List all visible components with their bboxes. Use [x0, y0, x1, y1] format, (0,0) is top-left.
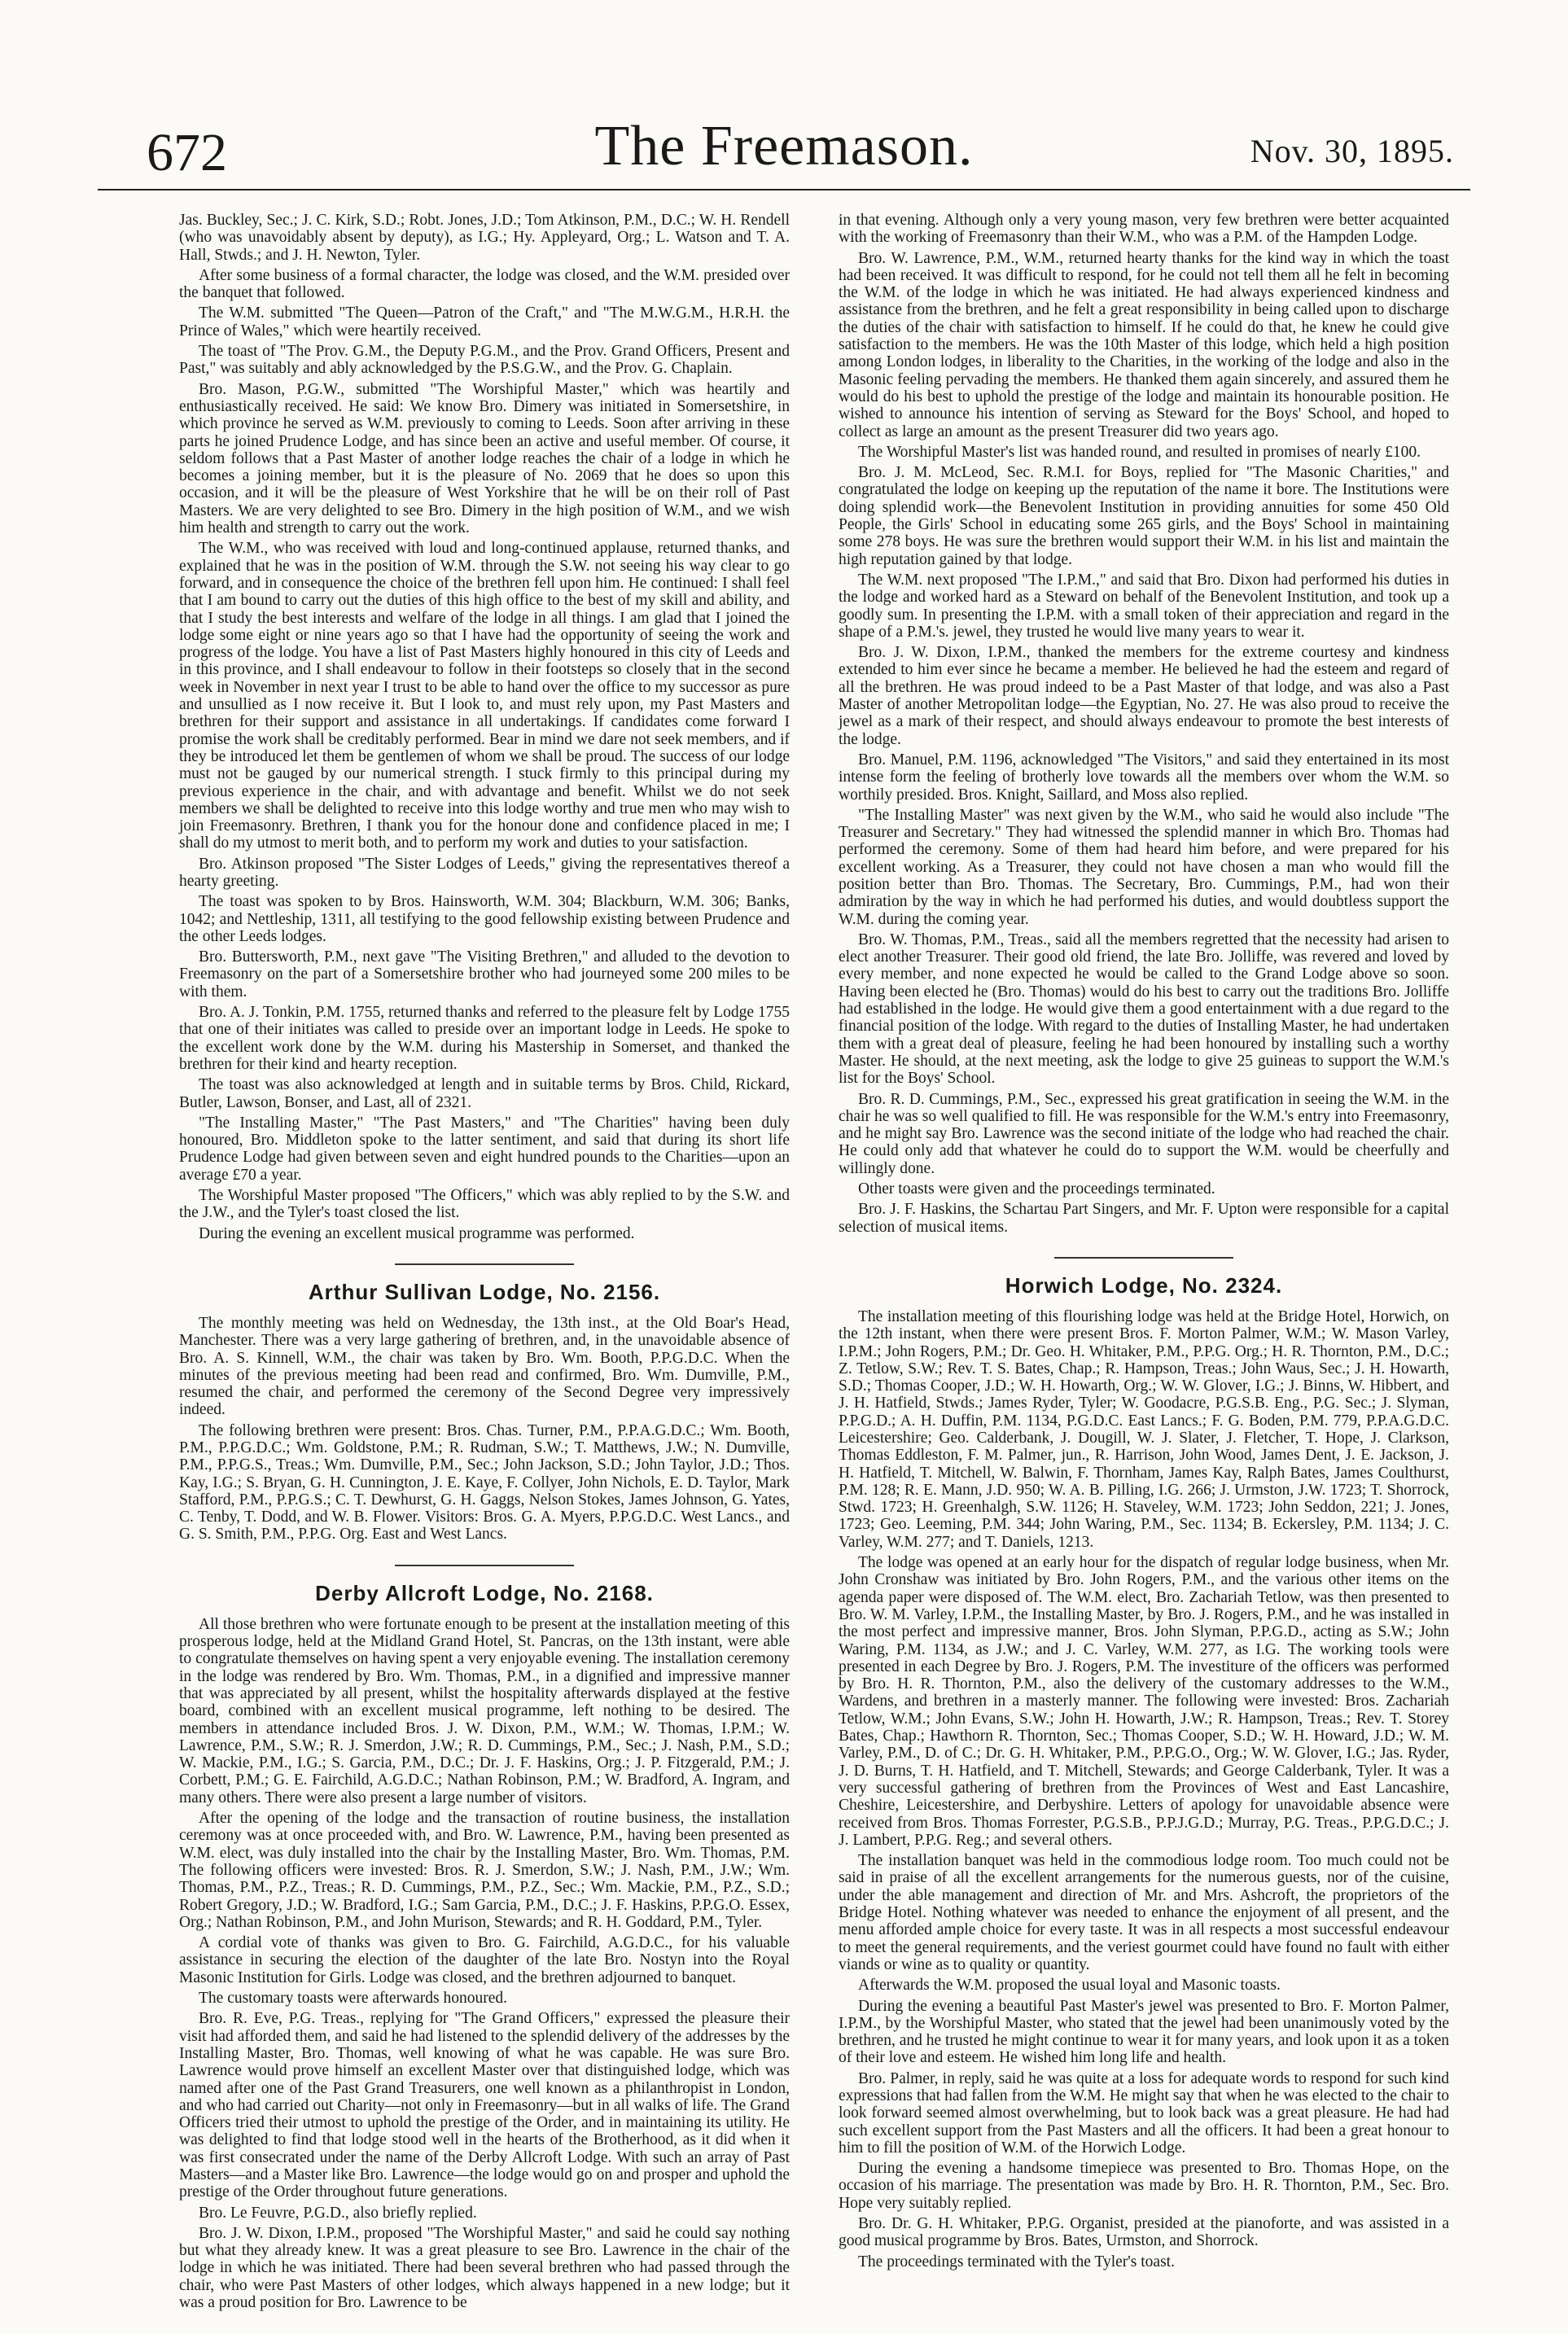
article-paragraph: The toast was spoken to by Bros. Hainsworth, W.M. 304; Blackburn, W.M. 306; Banks, 1042; and Nettleship, 1311, all testifying to the good fellowship existing between Prudence and the other Leeds lodges.: [179, 893, 790, 945]
article-paragraph: Other toasts were given and the proceedings terminated.: [858, 1180, 1215, 1198]
article-paragraph: The proceedings terminated with the Tyler's toast.: [858, 2253, 1175, 2271]
article-paragraph: During the evening a handsome timepiece was presented to Bro. Thomas Hope, on the occasion of his marriage. The presentation was made by Bro. H. R. Thornton, P.M., Sec. Bro. Hope very suitably replied.: [839, 2160, 1449, 2212]
section-rule: [395, 1565, 574, 1566]
article-paragraph: Bro. W. Lawrence, P.M., W.M., returned hearty thanks for the kind way in which the toast had been received. It was difficult to respond, for he could not tell them all he felt in becoming the W.M. of the lodge in which he was initiated. He had always experienced kindness and assistance from the brethren, and he felt a great responsibility in being called upon to discharge the duties of the chair with satisfaction to himself. If he could do that, he knew he could give satisfaction to the members. He was the 10th Master of this lodge, which held a high position among London lodges, in liberality to the Charities, in the working of the lodge and also in the Masonic feeling pervading the members. He thanked them again sincerely, and assured them he would do his best to uphold the prestige of the lodge and maintain its honourable position. He wished to announce his intention of serving as Steward for the Boys' School, and hoped to collect as large an amount as the present Treasurer did two years ago.: [839, 249, 1449, 440]
article-paragraph: The W.M. next proposed "The I.P.M.," and said that Bro. Dixon had performed his duties in the lodge and worked hard as a Steward on behalf of the Benevolent Institution, and took up a goodly sum. In presenting the I.P.M. with a small token of their appreciation and regard in the shape of a P.M.'s. jewel, they trusted he would live many years to wear it.: [839, 571, 1449, 641]
article-paragraph: The toast was also acknowledged at length and in suitable terms by Bros. Child, Rickard, Butler, Lawson, Bonser, and Last, all of 2321.: [179, 1076, 790, 1111]
article-paragraph: The W.M. submitted "The Queen—Patron of the Craft," and "The M.W.G.M., H.R.H. the Prince of Wales," which were heartily received.: [179, 304, 790, 339]
article-paragraph: Bro. A. J. Tonkin, P.M. 1755, returned thanks and referred to the pleasure felt by Lodge 1755 that one of their initiates was called to preside over an important lodge in Leeds. He spoke to the excellent work done by the W.M. during his Mastership in Somerset, and thanked the brethren for their kind and hearty reception.: [179, 1004, 790, 1073]
masthead: [98, 0, 1470, 204]
article-paragraph: Bro. Buttersworth, P.M., next gave "The Visiting Brethren," and alluded to the devotion to Freemasonry on the part of a Somersetshire brother who had journeyed some 200 miles to be with them.: [179, 948, 790, 1001]
page-number: 672: [147, 123, 227, 182]
article-paragraph: Bro. R. D. Cummings, P.M., Sec., expressed his great gratification in seeing the W.M. in the chair he was so well qualified to fill. He was responsible for the W.M.'s entry into Freemasonry, and he might say Bro. Lawrence was the second initiate of the lodge who had reached the chair. He could only add that whatever he could do to support the W.M. would be cheerfully and willingly done.: [839, 1090, 1449, 1177]
article-paragraph: Bro. R. Eve, P.G. Treas., replying for "The Grand Officers," expressed the pleasure their visit had afforded them, and said he had listened to the splendid delivery of the addresses by the Installing Master, Bro. Thomas, well knowing of what he was capable. He was sure Bro. Lawrence would prove himself an excellent Master over that distinguished lodge, which was named after one of the Past Grand Treasurers, one well known as a philanthropist in London, and who had carried out Charity—not only in Freemasonry—but in all walks of life. The Grand Officers tried their utmost to uphold the prestige of the Order, and in maintaining its utility. He was delighted to find that lodge stood well in the hearts of the Brotherhood, as it did when it was first consecrated under the name of the Derby Allcroft Lodge. With such an array of Past Masters—and a Master like Bro. Lawrence—the lodge would go on and prosper and uphold the prestige of the Order throughout future generations.: [179, 2010, 790, 2201]
article-paragraph: Bro. J. W. Dixon, I.P.M., thanked the members for the extreme courtesy and kindness extended to him ever since he became a member. He believed he had the esteem and regard of all the brethren. He was proud indeed to be a Past Master of that lodge, and was also a Past Master of another Metropolitan lodge—the Egyptian, No. 27. He was also proud to receive the jewel as a mark of their respect, and should always endeavour to promote the best interests of the lodge.: [839, 644, 1449, 748]
left-column: [179, 212, 790, 2312]
article-paragraph: The customary toasts were afterwards honoured.: [199, 1990, 508, 2008]
section-rule: [395, 1263, 574, 1265]
right-column: [839, 212, 1449, 2288]
article-paragraph: Jas. Buckley, Sec.; J. C. Kirk, S.D.; Robt. Jones, J.D.; Tom Atkinson, P.M., D.C.; W. H. Rendell (who was unavoidably absent by deputy), as I.G.; Hy. Appleyard, Org.; L. Watson and T. A. Hall, Stwds.; and J. H. Newton, Tyler.: [179, 212, 790, 264]
article-paragraph: Bro. Mason, P.G.W., submitted "The Worshipful Master," which was heartily and enthusiastically received. He said: We know Bro. Dimery was initiated in Somersetshire, in which province he served as W.M. previously to coming to Leeds. Soon after arriving in these parts he joined Prudence Lodge, and has since been an active and useful member. Of course, it seldom follows that a Past Master of another lodge reaches the chair of a lodge in which he becomes a joining member, but it is the pleasure of No. 2069 that he does so upon this occasion, and it will be the pleasure of West Yorkshire that he will be on their roll of Past Masters. We are very delighted to see Bro. Dimery in the high position of W.M., and we wish him health and strength to carry out the work.: [179, 380, 790, 537]
article-paragraph: Bro. J. F. Haskins, the Schartau Part Singers, and Mr. F. Upton were responsible for a capital selection of musical items.: [839, 1201, 1449, 1236]
article-paragraph: All those brethren who were fortunate enough to be present at the installation meeting of this prosperous lodge, held at the Midland Grand Hotel, St. Pancras, on the 13th instant, were able to congratulate themselves on having spent a very enjoyable evening. The installation ceremony in the lodge was rendered by Bro. Wm. Thomas, P.M., in a dignified and impressive manner that was appreciated by all present, whilst the hospitality afterwards displayed at the festive board, combined with an excellent musical programme, left nothing to be desired. The members in attendance included Bros. J. W. Dixon, P.M., W.M.; W. Thomas, I.P.M.; W. Lawrence, P.M., S.W.; R. J. Smerdon, J.W.; R. D. Cummings, P.M., Sec.; J. Nash, P.M., S.D.; W. Mackie, P.M., I.G.; S. Garcia, P.M., D.C.; Dr. J. F. Haskins, Org.; J. P. Fitzgerald, P.M.; J. Corbett, P.M.; G. E. Fairchild, A.G.D.C.; Nathan Robinson, P.M.; W. Bradford, A. Ingram, and many others. There were also present a large number of visitors.: [179, 1615, 790, 1806]
article-paragraph: Bro. Dr. G. H. Whitaker, P.P.G. Organist, presided at the pianoforte, and was assisted in a good musical programme by Bros. Bates, Urmston, and Shorrock.: [839, 2215, 1449, 2250]
section-heading: Derby Allcroft Lodge, No. 2168.: [315, 1580, 654, 1605]
article-paragraph: Afterwards the W.M. proposed the usual loyal and Masonic toasts.: [858, 1977, 1281, 1995]
article-paragraph: Bro. Atkinson proposed "The Sister Lodges of Leeds," giving the representatives thereof a hearty greeting.: [179, 855, 790, 890]
article-paragraph: The W.M., who was received with loud and long-continued applause, returned thanks, and explained that he was in the position of W.M. through the S.W. not seeing his way clear to go forward, and in consequence the choice of the brethren fell upon him. He continued: I shall feel that I am bound to carry out the duties of this high office to the best of my skill and ability, and that I study the best interests and welfare of the lodge in all things. I am glad that I joined the lodge some eight or nine years ago so that I have had the opportunity of seeing the work and progress of the lodge. You have a list of Past Masters highly honoured in this city of Leeds and in this province, and I shall endeavour to follow in their footsteps so closely that in the second week in November in next year I trust to be able to hand over the office to my successor as pure and unsullied as I now receive it. But I look to, and must rely upon, my Past Masters and brethren for their support and assistance in all undertakings. If candidates come forward I promise the work shall be creditably performed. Bear in mind we dare not seek members, and if they be introduced let them be gentlemen of whom we shall be proud. The success of our lodge must not be gauged by our numerical strength. I stuck firmly to this principal during my previous experience in the chair, and with advantage and benefit. Whilst we do not seek members we shall be delighted to receive into this lodge worthy and true men who may wish to join Freemasonry. Brethren, I thank you for the honour done and confidence placed in me; I shall do my utmost to merit both, and to perform my work and duties to your satisfaction.: [179, 540, 790, 852]
article-paragraph: The following brethren were present: Bros. Chas. Turner, P.M., P.P.A.G.D.C.; Wm. Booth, P.M., P.P.G.D.C.; Wm. Goldstone, P.M.; R. Rudman, S.W.; T. Matthews, J.W.; N. Dumville, P.M., P.P.G.S., Treas.; Wm. Dumville, P.M., Sec.; John Jackson, S.D.; John Taylor, J.D.; Thos. Kay, I.G.; S. Bryan, G. H. Cunnington, J. E. Kaye, F. Collyer, John Nichols, E. D. Taylor, Mark Stafford, P.M., P.P.G.S.; C. T. Dewhurst, G. H. Gaggs, Nelson Stokes, James Johnson, G. Yates, C. Tenby, T. Dodd, and W. B. Flower. Visitors: Bros. G. A. Myers, P.P.G.D.C. West Lancs., and G. S. Smith, P.M., P.P.G. Org. East and West Lancs.: [179, 1421, 790, 1544]
article-paragraph: The toast of "The Prov. G.M., the Deputy P.G.M., and the Prov. Grand Officers, Present and Past," was suitably and ably acknowledged by the P.S.G.W., and the Prov. G. Chaplain.: [179, 343, 790, 378]
article-paragraph: After some business of a formal character, the lodge was closed, and the W.M. presided over the banquet that followed.: [179, 266, 790, 302]
article-paragraph: The Worshipful Master proposed "The Officers," which was ably replied to by the S.W. and the J.W., and the Tyler's toast closed the list.: [179, 1187, 790, 1222]
article-paragraph: Bro. J. M. McLeod, Sec. R.M.I. for Boys, replied for "The Masonic Charities," and congratulated the lodge on keeping up the reputation of the name it bore. The Institutions were doing splendid work—the Benevolent Institution in providing annuities for some 450 Old People, the Girls' School in educating some 265 girls, and the Boys' School in maintaining some 278 boys. He was sure the brethren would support their W.M. in his list and maintain the high reputation gained by that lodge.: [839, 464, 1449, 568]
article-paragraph: The installation banquet was held in the commodious lodge room. Too much could not be said in praise of all the excellent arrangements for the numerous guests, nor of the cuisine, under the able management and direction of Mr. and Mrs. Ashcroft, the proprietors of the Bridge Hotel. Nothing whatever was needed to enhance the enjoyment of all present, and the menu afforded ample choice for every taste. It was in all respects a most successful endeavour to meet the general requirements, and the veriest gourmet could have found no fault with either viands or wine as to quality or quantity.: [839, 1852, 1449, 1973]
article-paragraph: "The Installing Master," "The Past Masters," and "The Charities" having been duly honoured, Bro. Middleton spoke to the latter sentiment, and said that during its short life Prudence Lodge had given between seven and eight hundred pounds to the Charities—upon an average £70 a year.: [179, 1114, 790, 1184]
article-paragraph: Bro. Palmer, in reply, said he was quite at a loss for adequate words to respond for such kind expressions that had fallen from the W.M. He might say that when he was elected to the chair to look forward seemed almost overwhelming, but to look back was a great pleasure. He had had such excellent support from the Past Masters and all the officers. It had been a great honour to him to fill the position of W.M. of the Horwich Lodge.: [839, 2069, 1449, 2157]
section-heading: Horwich Lodge, No. 2324.: [1005, 1272, 1283, 1298]
article-paragraph: Bro. J. W. Dixon, I.P.M., proposed "The Worshipful Master," and said he could say nothing but what they already knew. It was a great pleasure to see Bro. Lawrence in the chair of the lodge in which he was initiated. There had been several brethren who had passed through the chair, who were Past Masters of other lodges, which always happened in a new lodge; but it was a proud position for Bro. Lawrence to be: [179, 2224, 790, 2312]
article-paragraph: Bro. W. Thomas, P.M., Treas., said all the members regretted that the necessity had arisen to elect another Treasurer. Their good old friend, the late Bro. Jolliffe, was revered and loved by every member, and none expected he would be called to the Grand Lodge above so soon. Having been elected he (Bro. Thomas) would do his best to carry out the traditions Bro. Jolliffe had established in the lodge. He would give them a good entertainment with a due regard to the financial position of the lodge. With regard to the duties of Installing Master, he had undertaken them with a great deal of pleasure, feeling he had been honoured by installing such a worthy Master. He should, at the next meeting, ask the lodge to give 25 guineas to support the W.M.'s list for the Boys' School.: [839, 931, 1449, 1088]
masthead-rule: [98, 189, 1470, 190]
article-paragraph: Bro. Le Feuvre, P.G.D., also briefly replied.: [199, 2204, 477, 2222]
article-paragraph: During the evening a beautiful Past Master's jewel was presented to Bro. F. Morton Palmer, I.P.M., by the Worshipful Master, who stated that the jewel had been unanimously voted by the brethren, and he trusted he might continue to wear it for many years, and look upon it as a token of their love and esteem. He wished him long life and health.: [839, 1997, 1449, 2067]
article-paragraph: in that evening. Although only a very young mason, very few brethren were better acquainted with the working of Freemasonry than their W.M., who was a P.M. of the Hampden Lodge.: [839, 212, 1449, 247]
issue-date: Nov. 30, 1895.: [1250, 133, 1454, 169]
article-paragraph: The Worshipful Master's list was handed round, and resulted in promises of nearly £100.: [858, 443, 1421, 461]
article-paragraph: The installation meeting of this flourishing lodge was held at the Bridge Hotel, Horwich, on the 12th instant, when there were present Bros. F. Morton Palmer, W.M.; W. Mason Varley, I.P.M.; John Rogers, P.M.; Dr. Geo. H. Whitaker, P.M., P.P.G. Org.; H. R. Thornton, P.M., D.C.; Z. Tetlow, S.W.; Rev. T. S. Bates, Chap.; R. Hampson, Treas.; John Waus, Sec.; J. H. Howarth, S.D.; Thomas Cooper, J.D.; W. H. Howarth, Org.; W. W. Glover, I.G.; J. Binns, W. Hibbert, and J. H. Hatfield, Stwds.; James Ryder, Tyler; W. Goodacre, P.G.S.B. Eng., P.G. Sec.; J. Slyman, P.P.G.D.; A. H. Duffin, P.M. 1134, P.G.D.C. East Lancs.; F. G. Boden, P.M. 779, P.P.A.G.D.C. Leicestershire; Geo. Calderbank, J. Dougill, W. J. Slater, J. Fletcher, T. Hope, J. Clarkson, Thomas Eddleston, F. M. Palmer, jun., R. Harrison, John Wood, James Dent, J. E. Jackson, J. H. Hatfield, T. Mitchell, W. Balwin, F. Thornham, James Kay, Ralph Bates, James Coulthurst, P.M. 128; R. E. Mann, J.D. 950; W. A. B. Pilling, I.G. 266; J. Urmston, J.W. 1723; T. Shorrock, Stwd. 1723; H. Greenhalgh, S.W. 1126; H. Staveley, W.M. 1723; John Seddon, 221; J. Jones, 1723; Geo. Leeming, P.M. 344; John Waring, P.M., Sec. 1134; B. Eckersley, P.M. 1134; J. C. Varley, W.M. 277; and T. Daniels, 1213.: [839, 1307, 1449, 1551]
article-paragraph: During the evening an excellent musical programme was performed.: [199, 1224, 635, 1242]
section-rule: [1054, 1257, 1233, 1259]
article-columns: [179, 212, 1449, 2312]
article-paragraph: The monthly meeting was held on Wednesday, the 13th inst., at the Old Boar's Head, Manchester. There was a very large gathering of brethren, and, in the unavoidable absence of Bro. A. S. Kinnell, W.M., the chair was taken by Bro. Wm. Booth, P.P.G.D.C. When the minutes of the previous meeting had been read and confirmed, Bro. Wm. Dumville, P.M., resumed the chair, and performed the ceremony of the Second Degree very impressively indeed.: [179, 1314, 790, 1419]
article-paragraph: After the opening of the lodge and the transaction of routine business, the installation ceremony was at once proceeded with, and Bro. W. Lawrence, P.M., having been presented as W.M. elect, was duly installed into the chair by the Installing Master, Bro. Wm. Thomas, P.M. The following officers were invested: Bros. R. J. Smerdon, S.W.; J. Nash, P.M., J.W.; Wm. Thomas, P.M., P.Z., Treas.; R. D. Cummings, P.M., P.Z., Sec.; Wm. Mackie, P.M., P.Z., S.D.; Robert Gregory, J.D.; W. Bradford, I.G.; Sam Garcia, P.M., D.C.; J. F. Haskins, P.P.G.O. Essex, Org.; Nathan Robinson, P.M., and John Murison, Stewards; and R. H. Goddard, P.M., Tyler.: [179, 1810, 790, 1931]
article-paragraph: The lodge was opened at an early hour for the dispatch of regular lodge business, when Mr. John Cronshaw was initiated by Bro. John Rogers, P.M., and the various other items on the agenda paper were disposed of. The W.M. elect, Bro. Zachariah Tetlow, was then presented to Bro. W. M. Varley, I.P.M., the Installing Master, by Bro. J. Rogers, P.M., and he was installed in the most perfect and impressive manner, Bros. John Slyman, P.P.G.D., acting as S.W.; John Waring, P.M. 1134, as J.W.; and J. C. Varley, W.M. 277, as I.G. The working tools were presented in each Degree by Bro. J. Rogers, P.M. The investiture of the officers was performed by Bro. H. R. Thornton, P.M., also the delivery of the customary addresses to the W.M., Wardens, and brethren in a masterly manner. The following were invested: Bros. Zachariah Tetlow, W.M.; John Evans, S.W.; John H. Howarth, J.W.; R. Hampson, Treas.; Rev. T. Storey Bates, Chap.; Hawthorn R. Thornton, Sec.; Thomas Cooper, S.D.; W. H. Howard, J.D.; W. M. Varley, P.M., D. of C.; Dr. G. H. Whitaker, P.M., P.P.G.O., Org.; W. W. Glover, I.G.; Jas. Ryder, J. D. Burns, T. H. Hatfield, and T. Mitchell, Stewards; and George Calderbank, Tyler. It was a very successful gathering of brethren from the Provinces of West and East Lancashire, Cheshire, Leicestershire, and Derbyshire. Letters of apology for unavoidable absence were received from Bros. Thomas Forrester, P.G.S.B., P.P.J.G.D.; Murray, P.G. Treas., P.P.G.D.C.; J. J. Lambert, P.P.G. Reg.; and several others.: [839, 1554, 1449, 1849]
masthead-title: The Freemason.: [594, 115, 974, 177]
section-heading: Arthur Sullivan Lodge, No. 2156.: [308, 1279, 661, 1304]
article-paragraph: "The Installing Master" was next given by the W.M., who said he would also include "The Treasurer and Secretary." They had witnessed the splendid manner in which Bro. Thomas had performed the ceremony. Some of them had heard him before, and were prepared for his excellent working. As a Treasurer, they could not have chosen a man who would fill the position better than Bro. Thomas. The Secretary, Bro. Cummings, P.M., had won their admiration by the way in which he had performed his duties, and would doubtless support the W.M. during the coming year.: [839, 806, 1449, 928]
article-paragraph: A cordial vote of thanks was given to Bro. G. Fairchild, A.G.D.C., for his valuable assistance in securing the election of the daughter of the late Bro. Nostyn into the Royal Masonic Institution for Girls. Lodge was closed, and the brethren adjourned to banquet.: [179, 1934, 790, 1986]
article-paragraph: Bro. Manuel, P.M. 1196, acknowledged "The Visitors," and said they entertained in its most intense form the feeling of brotherly love towards all the members over whom the W.M. so worthily presided. Bros. Knight, Saillard, and Moss also replied.: [839, 751, 1449, 804]
